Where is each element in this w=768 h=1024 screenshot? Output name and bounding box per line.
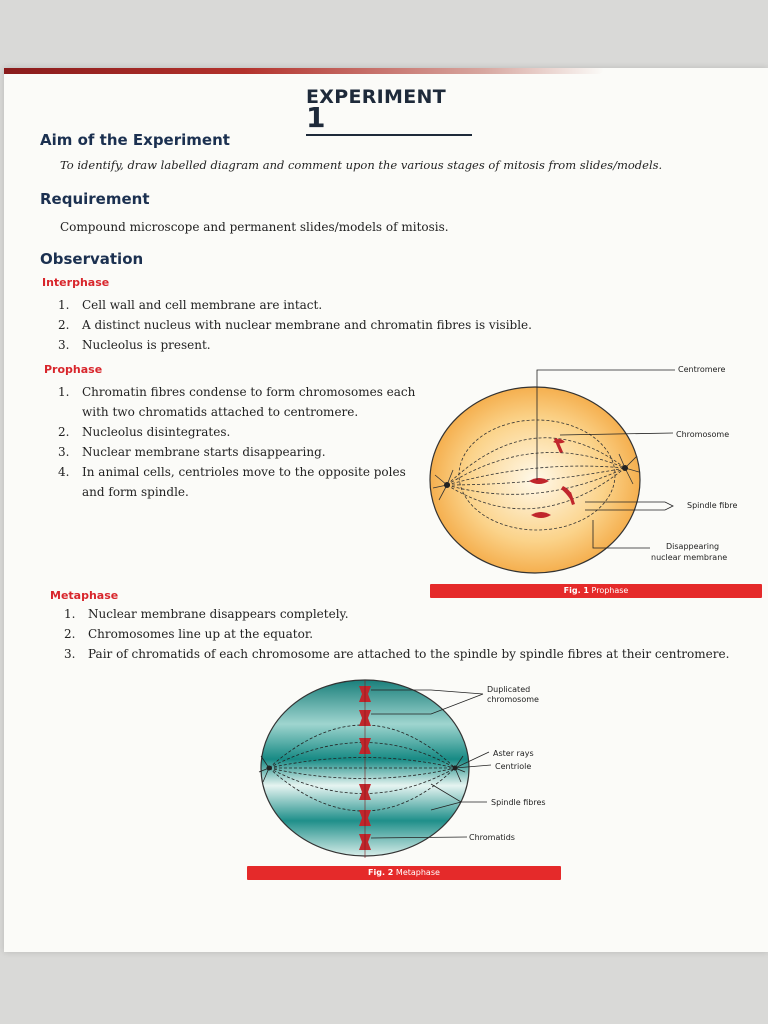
title-number: 1 (306, 101, 326, 134)
label-nuclear-membrane: nuclear membrane (651, 553, 728, 562)
metaphase-diagram (255, 672, 565, 862)
label-chromosome: Chromosome (676, 430, 730, 439)
title-prefix: EXPERIMENT (306, 86, 446, 108)
requirement-heading: Requirement (40, 190, 150, 208)
label-duplicated: Duplicated (487, 685, 531, 694)
label-centriole: Centriole (495, 762, 532, 771)
label-spindle-fibres: Spindle fibres (491, 798, 546, 807)
centriole-left-icon (444, 482, 450, 488)
prophase-list (58, 382, 423, 502)
label-spindle-fibre: Spindle fibre (687, 501, 738, 510)
label-disappearing: Disappearing (666, 542, 720, 551)
list-item: 2. A distinct nucleus with nuclear membrane and chromatin fibres is visible. (58, 318, 532, 332)
label-aster-rays: Aster rays (493, 749, 534, 758)
list-item: 3. Nucleolus is present. (58, 338, 211, 352)
label-centromere: Centromere (678, 365, 726, 374)
fig2-caption: Fig. 2 Metaphase (247, 866, 561, 880)
metaphase-heading: Metaphase (50, 589, 119, 602)
list-item: 4. In animal cells, centrioles move to the opposite poles and form spindle. (58, 465, 406, 499)
requirement-text: Compound microscope and permanent slides/models of mitosis. (60, 220, 449, 234)
aim-heading: Aim of the Experiment (40, 131, 230, 149)
metaphase-list (64, 604, 729, 664)
aim-text: To identify, draw labelled diagram and comment upon the various stages of mitosis from slides/models. (60, 158, 663, 172)
list-item: 1. Cell wall and cell membrane are intact. (58, 298, 323, 312)
list-item: 1. Nuclear membrane disappears completely. (64, 607, 349, 621)
page-top-accent (4, 68, 604, 74)
observation-heading: Observation (40, 250, 144, 268)
interphase-heading: Interphase (42, 276, 110, 289)
centriole-right-icon (622, 465, 628, 471)
page-title (306, 86, 472, 136)
fig1-caption: Fig. 1 Prophase (430, 584, 762, 598)
label-chromatids: Chromatids (469, 833, 515, 842)
list-item: 3. Nuclear membrane starts disappearing. (58, 445, 326, 459)
list-item: 2. Chromosomes line up at the equator. (64, 627, 314, 641)
interphase-list (58, 295, 532, 355)
metaphase-centriole-left-icon (267, 766, 272, 771)
prophase-heading: Prophase (44, 363, 103, 376)
list-item: 1. Chromatin fibres condense to form chromosomes each with two chromatids attached to centromere. (58, 385, 416, 419)
list-item: 3. Pair of chromatids of each chromosome are attached to the spindle by spindle fibres at their centromere. (64, 647, 730, 661)
list-item: 2. Nucleolus disintegrates. (58, 425, 231, 439)
prophase-diagram (425, 360, 760, 575)
label-chromosome: chromosome (487, 695, 539, 704)
